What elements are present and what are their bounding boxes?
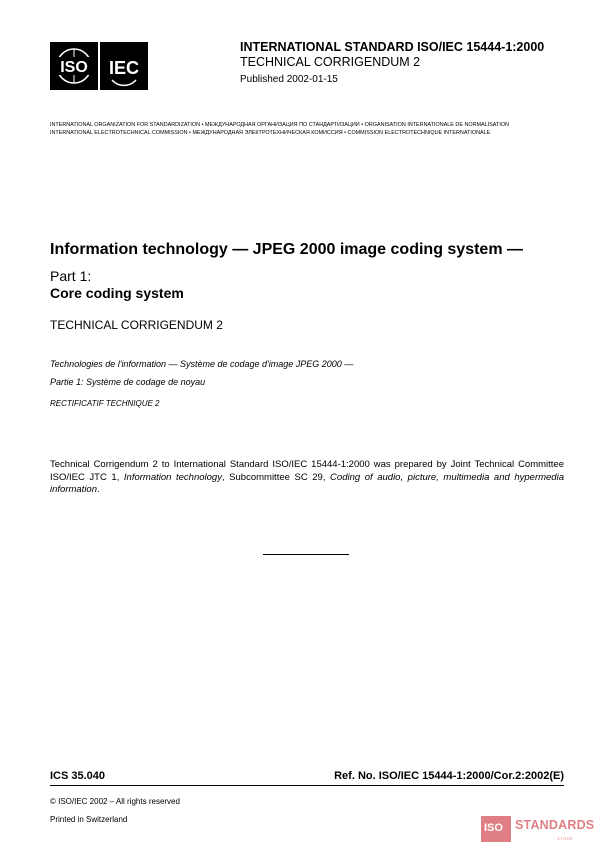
preparation-paragraph bbox=[50, 459, 564, 497]
footer-divider bbox=[50, 785, 564, 786]
preparation-text-a: Technical Corrigendum 2 to International Standard ISO/IEC 15444-1:2000 was prepared by Joint Technical Committee ISO/IEC JTC 1, bbox=[50, 459, 564, 483]
watermark-badge bbox=[481, 816, 511, 842]
preparation-text-c: . bbox=[97, 484, 100, 495]
copyright-notice: © ISO/IEC 2002 – All rights reserved bbox=[50, 797, 180, 806]
reference-number: Ref. No. ISO/IEC 15444-1:2000/Cor.2:2002(E) bbox=[334, 770, 564, 782]
standard-title: INTERNATIONAL STANDARD ISO/IEC 15444-1:2000 bbox=[240, 40, 545, 54]
iec-logo-text: IEC bbox=[108, 58, 140, 78]
committee-name: Information technology bbox=[123, 471, 222, 483]
printed-in: Printed in Switzerland bbox=[50, 815, 128, 824]
watermark-text: STANDARDS bbox=[515, 818, 595, 832]
corrigendum-label: TECHNICAL CORRIGENDUM 2 bbox=[240, 55, 421, 69]
watermark-subtext: STORE bbox=[557, 836, 574, 841]
part-name: Core coding system bbox=[50, 285, 184, 301]
iso-logo-text: ISO bbox=[60, 59, 88, 76]
part-number: Part 1: bbox=[50, 268, 92, 284]
iso-logo bbox=[50, 42, 98, 90]
technical-corrigendum-label: TECHNICAL CORRIGENDUM 2 bbox=[50, 318, 223, 332]
french-title: Technologies de l'information — Système de codage d'image JPEG 2000 — bbox=[50, 359, 354, 369]
ics-code: ICS 35.040 bbox=[50, 770, 106, 782]
organizations-line-2: INTERNATIONAL ELECTROTECHNICAL COMMISSION • МЕЖДУНАРОДНАЯ ЭЛЕКТРОТЕХНИЧЕСКАЯ КОМИССИЯ • COMMISSION ELECTROTECHNIQUE INTERNATIONALE bbox=[50, 130, 491, 136]
standards-store-watermark bbox=[481, 812, 595, 846]
published-date: Published 2002-01-15 bbox=[240, 74, 338, 85]
french-part: Partie 1: Système de codage de noyau bbox=[50, 377, 206, 387]
section-divider bbox=[263, 554, 349, 555]
watermark-badge-text: ISO bbox=[484, 822, 503, 834]
preparation-text-b: , Subcommittee SC 29, bbox=[221, 471, 331, 483]
organizations-line-1: INTERNATIONAL ORGANIZATION FOR STANDARDIZATION • МЕЖДУНАРОДНАЯ ОРГАНИЗАЦИЯ ПО СТАНДАРТИЗАЦИИ • ORGANISATION INTERNATIONALE DE NORMALISATION bbox=[50, 122, 509, 128]
iec-logo bbox=[100, 42, 148, 90]
subcommittee-name: Coding of audio, picture, multimedia and hypermedia information bbox=[50, 471, 564, 495]
document-title: Information technology — JPEG 2000 image coding system — bbox=[50, 241, 523, 258]
french-corrigendum-label: RECTIFICATIF TECHNIQUE 2 bbox=[50, 399, 160, 408]
